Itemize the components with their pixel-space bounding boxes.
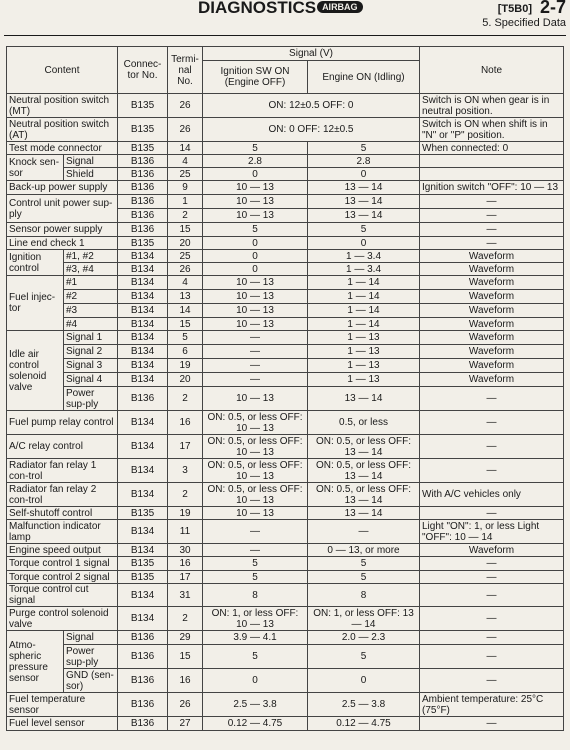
row-ignition-on: ON: 0.5, or less OFF: 10 — 13 [203,459,308,483]
row-note: Waveform [420,331,564,345]
row-engine-on: 2.8 [308,155,420,168]
col-connector: Connec-tor No. [118,47,168,94]
row-note: — [420,387,564,411]
row-terminal: 17 [168,571,203,584]
row-terminal: 2 [168,209,203,223]
table-row [7,717,564,731]
row-note: — [420,459,564,483]
row-subcontent: Signal 1 [64,331,118,345]
table-row [7,607,564,631]
row-subcontent: Signal 2 [64,345,118,359]
row-note: Light "ON": 1, or less Light "OFF": 10 — 14 [420,520,564,544]
row-note: — [420,571,564,584]
row-connector: B136 [118,168,168,181]
row-content: Torque control 2 signal [7,571,118,584]
row-connector: B135 [118,507,168,520]
row-ignition-on: ON: 0.5, or less OFF: 10 — 13 [203,411,308,435]
row-note: — [420,631,564,645]
row-note: Waveform [420,304,564,318]
row-ignition-on: 5 [203,571,308,584]
row-note [420,155,564,168]
row-note: — [420,717,564,731]
table-row [7,435,564,459]
table-row [7,693,564,717]
table-row [7,318,564,331]
row-note: Waveform [420,318,564,331]
row-content: Neutral position switch (MT) [7,94,118,118]
row-content: Atmo-spheric pressure sensor [7,631,64,693]
table-row [7,507,564,520]
row-engine-on: 13 — 14 [308,181,420,195]
row-ignition-on: — [203,359,308,373]
row-connector: B135 [118,571,168,584]
row-terminal: 26 [168,263,203,276]
table-row [7,290,564,304]
table-row [7,411,564,435]
table-row [7,118,564,142]
col-ignition-on: Ignition SW ON (Engine OFF) [203,61,308,94]
row-terminal: 15 [168,223,203,237]
row-connector: B134 [118,435,168,459]
row-engine-on: 0.5, or less [308,411,420,435]
row-engine-on: 13 — 14 [308,209,420,223]
row-note: With A/C vehicles only [420,483,564,507]
row-content: Malfunction indicator lamp [7,520,118,544]
row-connector: B134 [118,331,168,345]
row-engine-on: — [308,520,420,544]
row-ignition-on: 5 [203,557,308,571]
row-connector: B136 [118,631,168,645]
section-code: [T5B0] [497,3,532,15]
table-row [7,571,564,584]
row-terminal: 30 [168,544,203,557]
row-subcontent: #1 [64,276,118,290]
row-engine-on: 1 — 14 [308,290,420,304]
row-connector: B135 [118,94,168,118]
row-ignition-on: 10 — 13 [203,507,308,520]
row-connector: B134 [118,411,168,435]
row-terminal: 4 [168,276,203,290]
row-engine-on: 1 — 13 [308,345,420,359]
row-terminal: 4 [168,155,203,168]
page-title: DIAGNOSTICS AIRBAG [198,0,363,18]
row-note: Waveform [420,290,564,304]
row-content: Engine speed output [7,544,118,557]
table-row [7,263,564,276]
row-engine-on: 5 [308,557,420,571]
row-connector: B134 [118,304,168,318]
table-row [7,142,564,155]
row-ignition-on: 0.12 — 4.75 [203,717,308,731]
row-subcontent: Signal 4 [64,373,118,387]
row-terminal: 14 [168,142,203,155]
row-engine-on: 1 — 3.4 [308,250,420,263]
row-terminal: 5 [168,331,203,345]
row-note: — [420,435,564,459]
row-subcontent: #2 [64,290,118,304]
row-content: Torque control 1 signal [7,557,118,571]
table-row [7,631,564,645]
row-content: Back-up power supply [7,181,118,195]
row-terminal: 16 [168,557,203,571]
table-row [7,557,564,571]
row-connector: B135 [118,142,168,155]
row-ignition-on: 0 [203,669,308,693]
row-engine-on: 0.12 — 4.75 [308,717,420,731]
row-content: Fuel level sensor [7,717,118,731]
table-row [7,223,564,237]
row-note: — [420,195,564,209]
row-ignition-on: 10 — 13 [203,276,308,290]
row-ignition-on: 10 — 13 [203,181,308,195]
row-connector: B136 [118,223,168,237]
col-content: Content [7,47,118,94]
row-note: Switch is ON when gear is in neutral position. [420,94,564,118]
row-engine-on: 1 — 13 [308,373,420,387]
table-body [7,94,564,731]
row-connector: B135 [118,557,168,571]
table-row [7,669,564,693]
row-connector: B136 [118,645,168,669]
table-row [7,373,564,387]
row-subcontent: Power sup-ply [64,387,118,411]
row-engine-on: 13 — 14 [308,507,420,520]
row-ignition-on: 2.5 — 3.8 [203,693,308,717]
row-terminal: 26 [168,118,203,142]
row-terminal: 9 [168,181,203,195]
row-ignition-on: 2.8 [203,155,308,168]
row-ignition-on: 3.9 — 4.1 [203,631,308,645]
row-engine-on: ON: 0.5, or less OFF: 13 — 14 [308,483,420,507]
row-ignition-on: — [203,345,308,359]
row-content: Fuel pump relay control [7,411,118,435]
row-engine-on: 0 [308,237,420,250]
row-engine-on: 0 [308,669,420,693]
col-signal: Signal (V) [203,47,420,61]
row-ignition-on: 10 — 13 [203,290,308,304]
row-engine-on: 13 — 14 [308,195,420,209]
row-engine-on: 1 — 14 [308,304,420,318]
table-row [7,94,564,118]
row-signal-combined: ON: 0 OFF: 12±0.5 [203,118,420,142]
row-engine-on: ON: 0.5, or less OFF: 13 — 14 [308,459,420,483]
row-subcontent: Signal 3 [64,359,118,373]
row-terminal: 15 [168,645,203,669]
row-subcontent: #3 [64,304,118,318]
row-subcontent: Power sup-ply [64,645,118,669]
table-row [7,345,564,359]
row-content: Sensor power supply [7,223,118,237]
row-note: — [420,645,564,669]
table-row [7,168,564,181]
row-content: A/C relay control [7,435,118,459]
row-content: Knock sen-sor [7,155,64,181]
row-terminal: 16 [168,411,203,435]
row-content: Radiator fan relay 2 con-trol [7,483,118,507]
row-terminal: 17 [168,435,203,459]
table-row [7,584,564,607]
row-terminal: 2 [168,483,203,507]
row-note [420,168,564,181]
page-number: 2-7 [539,0,566,17]
table-row [7,459,564,483]
table-row [7,331,564,345]
row-terminal: 20 [168,237,203,250]
table-row [7,195,564,209]
row-note: — [420,607,564,631]
row-note: Waveform [420,276,564,290]
row-note: Waveform [420,373,564,387]
row-terminal: 15 [168,318,203,331]
row-connector: B136 [118,181,168,195]
col-engine-on: Engine ON (Idling) [308,61,420,94]
row-terminal: 26 [168,693,203,717]
row-engine-on: 2.5 — 3.8 [308,693,420,717]
row-connector: B136 [118,669,168,693]
row-engine-on: 1 — 14 [308,318,420,331]
row-note: — [420,237,564,250]
row-terminal: 19 [168,359,203,373]
row-connector: B136 [118,693,168,717]
row-connector: B134 [118,276,168,290]
row-content: Test mode connector [7,142,118,155]
row-note: — [420,507,564,520]
page-header [0,0,570,38]
table-row [7,645,564,669]
row-terminal: 27 [168,717,203,731]
row-connector: B134 [118,584,168,607]
row-content: Line end check 1 [7,237,118,250]
row-connector: B136 [118,209,168,223]
row-ignition-on: — [203,520,308,544]
row-connector: B134 [118,373,168,387]
row-subcontent: Shield [64,168,118,181]
row-connector: B134 [118,607,168,631]
row-engine-on: 1 — 14 [308,276,420,290]
row-note: Switch is ON when shift is in "N" or "P" position. [420,118,564,142]
table-row [7,181,564,195]
row-connector: B134 [118,263,168,276]
table-row [7,276,564,290]
row-connector: B134 [118,459,168,483]
header-rule [4,35,566,36]
table-row [7,483,564,507]
row-ignition-on: 0 [203,168,308,181]
row-content: Purge control solenoid valve [7,607,118,631]
row-subcontent: Signal [64,631,118,645]
table-row [7,304,564,318]
row-ignition-on: 5 [203,223,308,237]
row-content: Neutral position switch (AT) [7,118,118,142]
row-ignition-on: ON: 0.5, or less OFF: 10 — 13 [203,483,308,507]
row-note: — [420,209,564,223]
row-terminal: 6 [168,345,203,359]
row-connector: B136 [118,155,168,168]
row-connector: B136 [118,387,168,411]
row-note: — [420,557,564,571]
row-connector: B134 [118,345,168,359]
row-engine-on: 1 — 13 [308,359,420,373]
row-terminal: 3 [168,459,203,483]
row-terminal: 13 [168,290,203,304]
row-ignition-on: 5 [203,142,308,155]
row-content: Self-shutoff control [7,507,118,520]
table-row [7,359,564,373]
row-engine-on: 1 — 13 [308,331,420,345]
row-terminal: 25 [168,250,203,263]
row-ignition-on: 10 — 13 [203,195,308,209]
table-row [7,387,564,411]
row-note: Ignition switch "OFF": 10 — 13 [420,181,564,195]
row-terminal: 14 [168,304,203,318]
row-ignition-on: 0 [203,237,308,250]
row-engine-on: 0 [308,168,420,181]
row-content: Control unit power sup-ply [7,195,118,223]
row-ignition-on: — [203,331,308,345]
row-connector: B134 [118,250,168,263]
col-terminal: Termi-nal No. [168,47,203,94]
row-terminal: 20 [168,373,203,387]
row-engine-on: ON: 1, or less OFF: 13 — 14 [308,607,420,631]
row-terminal: 29 [168,631,203,645]
row-ignition-on: 10 — 13 [203,304,308,318]
row-terminal: 2 [168,607,203,631]
row-ignition-on: 8 [203,584,308,607]
row-engine-on: 13 — 14 [308,387,420,411]
row-engine-on: 1 — 3.4 [308,263,420,276]
row-engine-on: 2.0 — 2.3 [308,631,420,645]
col-note: Note [420,47,564,94]
row-ignition-on: ON: 0.5, or less OFF: 10 — 13 [203,435,308,459]
row-note: Waveform [420,359,564,373]
row-connector: B134 [118,483,168,507]
row-note: — [420,669,564,693]
specified-data-table [6,46,564,731]
row-engine-on: 5 [308,645,420,669]
row-connector: B135 [118,237,168,250]
row-terminal: 26 [168,94,203,118]
row-terminal: 1 [168,195,203,209]
row-engine-on: 8 [308,584,420,607]
table-row [7,155,564,168]
row-note: When connected: 0 [420,142,564,155]
row-terminal: 16 [168,669,203,693]
row-connector: B134 [118,359,168,373]
row-connector: B135 [118,118,168,142]
row-note: — [420,223,564,237]
row-subcontent: #3, #4 [64,263,118,276]
row-note: — [420,411,564,435]
row-subcontent: #4 [64,318,118,331]
row-ignition-on: 10 — 13 [203,318,308,331]
row-ignition-on: ON: 1, or less OFF: 10 — 13 [203,607,308,631]
row-engine-on: 5 [308,142,420,155]
row-ignition-on: 5 [203,645,308,669]
row-subcontent: #1, #2 [64,250,118,263]
section-title: 5. Specified Data [482,17,566,29]
row-ignition-on: — [203,544,308,557]
row-content: Torque control cut signal [7,584,118,607]
row-content: Radiator fan relay 1 con-trol [7,459,118,483]
row-note: — [420,584,564,607]
row-connector: B136 [118,717,168,731]
row-engine-on: 5 [308,571,420,584]
row-connector: B134 [118,520,168,544]
table-row [7,520,564,544]
row-terminal: 2 [168,387,203,411]
row-content: Fuel injec-tor [7,276,64,331]
table-row [7,544,564,557]
row-engine-on: 0 — 13, or more [308,544,420,557]
row-ignition-on: 10 — 13 [203,387,308,411]
row-terminal: 19 [168,507,203,520]
table-row [7,237,564,250]
row-subcontent: GND (sen-sor) [64,669,118,693]
row-connector: B136 [118,195,168,209]
row-terminal: 11 [168,520,203,544]
row-engine-on: 5 [308,223,420,237]
row-terminal: 25 [168,168,203,181]
row-connector: B134 [118,544,168,557]
row-ignition-on: 10 — 13 [203,209,308,223]
row-note: Ambient temperature: 25°C (75°F) [420,693,564,717]
row-connector: B134 [118,290,168,304]
row-connector: B134 [118,318,168,331]
row-note: Waveform [420,345,564,359]
row-content: Ignition control [7,250,64,276]
row-content: Fuel temperature sensor [7,693,118,717]
airbag-badge: AIRBAG [317,1,363,13]
row-ignition-on: 0 [203,263,308,276]
row-ignition-on: — [203,373,308,387]
row-signal-combined: ON: 12±0.5 OFF: 0 [203,94,420,118]
row-content: Idle air control solenoid valve [7,331,64,411]
row-subcontent: Signal [64,155,118,168]
row-ignition-on: 0 [203,250,308,263]
row-note: Waveform [420,263,564,276]
row-note: Waveform [420,544,564,557]
row-engine-on: ON: 0.5, or less OFF: 13 — 14 [308,435,420,459]
row-terminal: 31 [168,584,203,607]
table-row [7,250,564,263]
row-note: Waveform [420,250,564,263]
